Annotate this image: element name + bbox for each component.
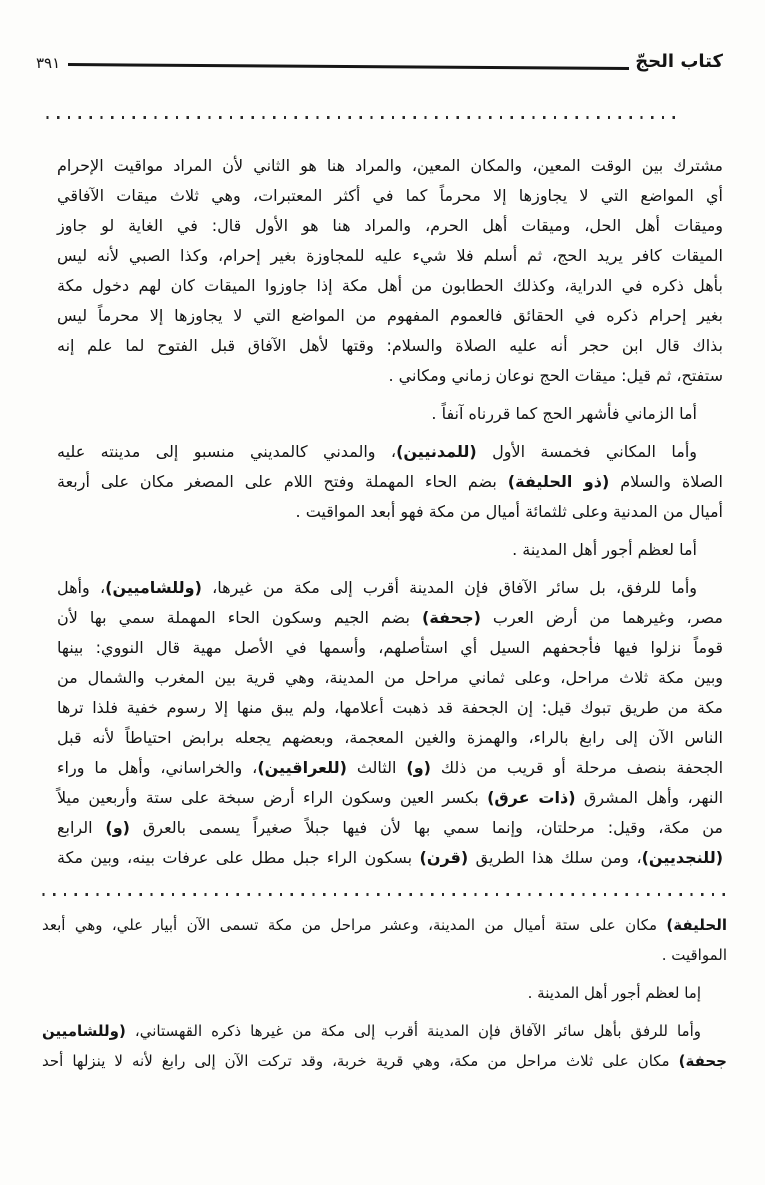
text-line — [57, 663, 723, 693]
text-segment: وبين مكة ثلاث مراحل، وعلى ثماني مراحل من المدينة، وهي قرية بين المغرب والشمال من — [57, 668, 723, 687]
paragraph — [57, 399, 723, 429]
text-segment: الصلاة والسلام — [609, 472, 723, 491]
text-segment: وأما للرفق، بل سائر الآفاق فإن المدينة أقرب إلى مكة من غيرها، — [201, 578, 697, 597]
text-line — [57, 437, 723, 467]
text-segment: ، وأهل — [57, 578, 106, 597]
text-segment: الثالث — [346, 758, 407, 777]
text-segment: قوماً نزلوا فيها فأجحفهم السيل أي استأصلهم، وأسمها في الأصل مهية قال النووي: بينها — [57, 638, 723, 657]
text-segment: مكان على ستة أميال من المدينة، وعشر مراحل من مكة تسمى الآن أبيار علي، وهي أبعد — [42, 916, 667, 934]
text-line — [57, 271, 723, 301]
page-header — [0, 50, 765, 74]
text-segment: وأما المكاني فخمسة الأول — [476, 442, 698, 461]
paragraph — [57, 151, 723, 391]
text-line — [57, 723, 723, 753]
text-segment: إما لعظم أجور أهل المدينة . — [527, 984, 701, 1002]
bold-term: (ذات عرق) — [487, 788, 576, 807]
text-segment: ، والمدني كالمديني منسبو إلى مدينته عليه — [57, 442, 397, 461]
text-segment: الناس الآن إلى رابغ بالراء، والهمزة والغين المعجمة، وبعضهم يجعله برابض احتياطاً لأنه قبل — [57, 728, 723, 747]
text-line — [57, 753, 723, 783]
text-segment: ، والخراساني، وأهل ما وراء — [57, 758, 258, 777]
text-segment: الجحفة بنصف مرحلة أو قريب من ذلك — [430, 758, 724, 777]
text-segment: المواقيت . — [661, 946, 727, 964]
text-segment: من مكة، وقيل: مرحلتان، وإنما سمي بها لأن فيها جبلاً صغيراً يسمى بالعرق — [130, 818, 724, 837]
text-line — [57, 603, 723, 633]
text-line — [57, 633, 723, 663]
bold-term: الحليفة) — [666, 916, 727, 934]
text-segment: وميقات أهل الحل، وميقات أهل الحرم، والمراد هنا هو الأول قال: في الغاية لو جاوز — [57, 216, 723, 235]
text-line — [57, 301, 723, 331]
text-segment: النهر، وأهل المشرق — [575, 788, 724, 807]
text-line — [57, 535, 723, 565]
text-segment: الرابع — [57, 818, 106, 837]
text-line — [57, 573, 723, 603]
page-number: ٣٩١ — [36, 54, 61, 72]
text-line — [57, 497, 723, 527]
bold-term: (ذو الحليفة) — [507, 472, 610, 491]
bold-term: جحفة) — [678, 1052, 727, 1070]
bold-term: (جحفة) — [422, 608, 481, 627]
text-segment: بأهل ذكره في الدراية، وكذلك الحطابون من أهل مكة إذا جاوزوا الميقات كان لهم دخول مكة — [57, 276, 723, 295]
text-segment: بغير إحرام ذكره في الحقائق فالعموم المفهوم من المواضع التي لا يجاوزها إلا محرماً ليس — [57, 306, 723, 325]
text-line — [57, 181, 723, 211]
text-segment: ستفتح، ثم قيل: ميقات الحج نوعان زماني ومكاني . — [388, 366, 723, 385]
text-line — [42, 978, 727, 1008]
text-segment: مكة من طريق تبوك قيل: إن الجحفة قد ذهبت أعلامها، ولم يبق منها إلا رسوم خفية فلذا ترها — [57, 698, 723, 717]
text-line — [57, 399, 723, 429]
paragraph — [42, 910, 727, 970]
text-segment: ، ومن سلك هذا الطريق — [468, 848, 642, 867]
text-segment: بضم الجيم وسكون الحاء المهملة سمي بها لأن — [57, 608, 422, 627]
bold-term: (وللشاميين) — [105, 578, 202, 597]
text-line — [57, 151, 723, 181]
bold-term: (و) — [105, 818, 130, 837]
text-line — [57, 843, 723, 873]
text-line — [57, 693, 723, 723]
main-text — [57, 151, 723, 873]
paragraph — [57, 573, 723, 873]
bold-term: (وللشاميين — [42, 1022, 126, 1040]
bold-term: (و) — [406, 758, 431, 777]
text-segment: أي المواضع التي لا يجاوزها إلا محرماً كما في أكثر المعتبرات، وهي ثلاث ميقات الآفاقي — [57, 186, 723, 205]
text-line — [57, 331, 723, 361]
text-line — [57, 361, 723, 391]
paragraph — [57, 535, 723, 565]
dotted-separator-top — [38, 116, 675, 119]
bold-term: (للنجديين) — [641, 848, 724, 867]
bold-term: (للمدنيين) — [396, 442, 477, 461]
paragraph — [42, 1016, 727, 1076]
text-line — [57, 783, 723, 813]
text-line — [42, 910, 727, 940]
bold-term: (للعراقيين) — [257, 758, 347, 777]
header-rule — [68, 63, 629, 70]
paragraph — [57, 437, 723, 527]
text-segment: مشترك بين الوقت المعين، والمكان المعين، والمراد هنا هو الثاني لأن المراد مواقيت الإحرام — [57, 156, 723, 175]
text-segment: مكان على ثلاث مراحل من مكة، وهي قرية خربة، وقد تركت الآن إلى رابغ لأنه لا ينزلها أحد — [42, 1052, 679, 1070]
book-title: كتاب الحجّ — [635, 51, 723, 72]
text-segment: مصر، وغيرهما من أرض العرب — [480, 608, 723, 627]
text-segment: بذاك قال ابن حجر أنه عليه الصلاة والسلام: وقتها لأهل الآفاق قبل الفتوح لما علم إنه — [57, 336, 723, 355]
footnote-text — [42, 910, 727, 1076]
text-segment: بضم الحاء المهملة وفتح اللام على المصغر مكان على أربعة — [57, 472, 508, 491]
text-line — [42, 940, 727, 970]
text-line — [57, 241, 723, 271]
dotted-separator-footnote — [38, 893, 725, 896]
text-line — [42, 1046, 727, 1076]
text-segment: بكسر العين وسكون الراء أرض سبخة على ستة وأربعين ميلاً — [57, 788, 488, 807]
text-segment: أما لعظم أجور أهل المدينة . — [512, 540, 697, 559]
text-line — [57, 813, 723, 843]
text-line — [57, 467, 723, 497]
text-segment: وأما للرفق بأهل سائر الآفاق فإن المدينة أقرب إلى مكة من غيرها ذكره القهستاني، — [125, 1022, 701, 1040]
paragraph — [42, 978, 727, 1008]
text-line — [57, 211, 723, 241]
text-segment: أميال من المدنية وعلى ثلثمائة أميال من مكة فهو أبعد المواقيت . — [295, 502, 723, 521]
text-segment: الميقات كافر يريد الحج، ثم أسلم فلا شيء عليه للمجاوزة بغير إحرام، وكذا الصبي لأنه ليس — [57, 246, 723, 265]
bold-term: (قرن) — [419, 848, 469, 867]
text-line — [42, 1016, 727, 1046]
text-segment: أما الزماني فأشهر الحج كما قررناه آنفاً . — [431, 404, 697, 423]
text-segment: بسكون الراء جبل مطل على عرفات بينه، وبين مكة — [57, 848, 420, 867]
